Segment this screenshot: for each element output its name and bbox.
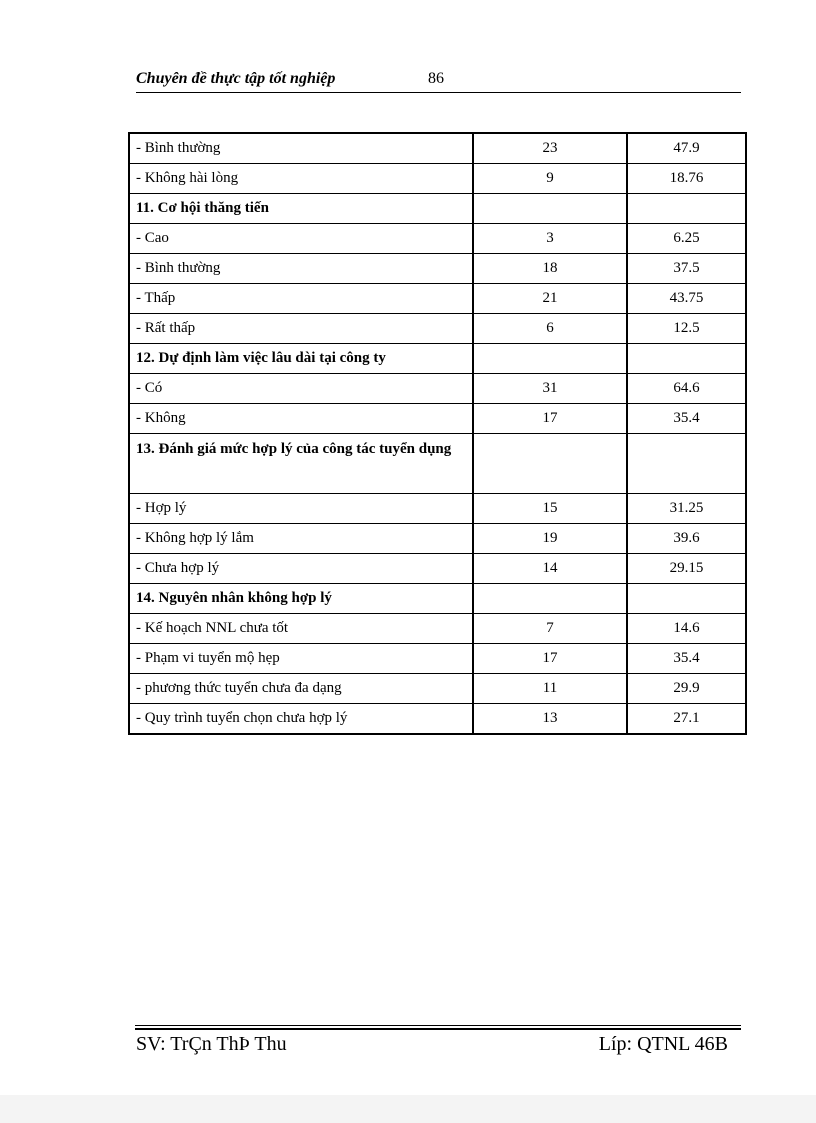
row-label: - Bình thường [129,133,473,164]
row-percent: 64.6 [627,374,746,404]
row-percent: 29.9 [627,674,746,704]
row-count [473,434,627,494]
row-percent: 6.25 [627,224,746,254]
row-percent: 27.1 [627,704,746,735]
table-row [129,314,746,344]
page-number: 86 [428,70,444,87]
row-label: 11. Cơ hội thăng tiến [129,194,473,224]
table-section-row [129,344,746,374]
row-count: 19 [473,524,627,554]
row-percent: 18.76 [627,164,746,194]
row-count: 31 [473,374,627,404]
row-label: - phương thức tuyển chưa đa dạng [129,674,473,704]
table-row [129,404,746,434]
row-percent [627,194,746,224]
table-row [129,224,746,254]
row-percent [627,584,746,614]
row-count [473,194,627,224]
table-section-row [129,584,746,614]
row-label: - Cao [129,224,473,254]
row-count [473,584,627,614]
row-count: 3 [473,224,627,254]
row-count: 9 [473,164,627,194]
table-section-row [129,434,746,494]
footer-class: Líp: QTNL 46B [598,1033,728,1055]
table-row [129,164,746,194]
row-count: 14 [473,554,627,584]
row-count: 23 [473,133,627,164]
table-row [129,704,746,735]
footer-divider-thick [135,1028,741,1030]
row-percent: 29.15 [627,554,746,584]
table-row [129,554,746,584]
row-label: - Không [129,404,473,434]
row-count: 13 [473,704,627,735]
row-count: 15 [473,494,627,524]
row-label: - Thấp [129,284,473,314]
row-percent: 37.5 [627,254,746,284]
row-count: 11 [473,674,627,704]
row-label: - Hợp lý [129,494,473,524]
row-percent [627,344,746,374]
row-percent: 43.75 [627,284,746,314]
table-row [129,494,746,524]
row-label: - Rất thấp [129,314,473,344]
table-row [129,284,746,314]
row-percent: 39.6 [627,524,746,554]
table-row [129,254,746,284]
table-row [129,614,746,644]
footer-divider [135,1025,741,1026]
row-percent: 35.4 [627,404,746,434]
row-label: 14. Nguyên nhân không hợp lý [129,584,473,614]
table-row [129,524,746,554]
table-row [129,644,746,674]
row-label: - Quy trình tuyển chọn chưa hợp lý [129,704,473,735]
row-label: - Phạm vi tuyển mộ hẹp [129,644,473,674]
row-count: 17 [473,644,627,674]
row-label: - Chưa hợp lý [129,554,473,584]
row-label: 13. Đánh giá mức hợp lý của công tác tuyển dụng [129,434,473,494]
row-percent: 12.5 [627,314,746,344]
table-section-row [129,194,746,224]
row-percent: 35.4 [627,644,746,674]
footer-student: SV: TrÇn ThÞ Thu [136,1033,287,1055]
row-count: 18 [473,254,627,284]
row-label: - Kế hoạch NNL chưa tốt [129,614,473,644]
row-label: - Bình thường [129,254,473,284]
row-percent: 31.25 [627,494,746,524]
survey-table [128,132,747,735]
row-percent [627,434,746,494]
row-label: 12. Dự định làm việc lâu dài tại công ty [129,344,473,374]
row-count: 17 [473,404,627,434]
table-row [129,374,746,404]
table-row [129,674,746,704]
row-label: - Không hài lòng [129,164,473,194]
row-count: 21 [473,284,627,314]
row-percent: 14.6 [627,614,746,644]
table-row [129,133,746,164]
row-count [473,344,627,374]
page-header [136,68,741,93]
document-title: Chuyên đề thực tập tốt nghiệp [136,70,336,87]
row-count: 7 [473,614,627,644]
row-percent: 47.9 [627,133,746,164]
page-bottom-band [0,1095,816,1123]
row-count: 6 [473,314,627,344]
row-label: - Có [129,374,473,404]
row-label: - Không hợp lý lắm [129,524,473,554]
